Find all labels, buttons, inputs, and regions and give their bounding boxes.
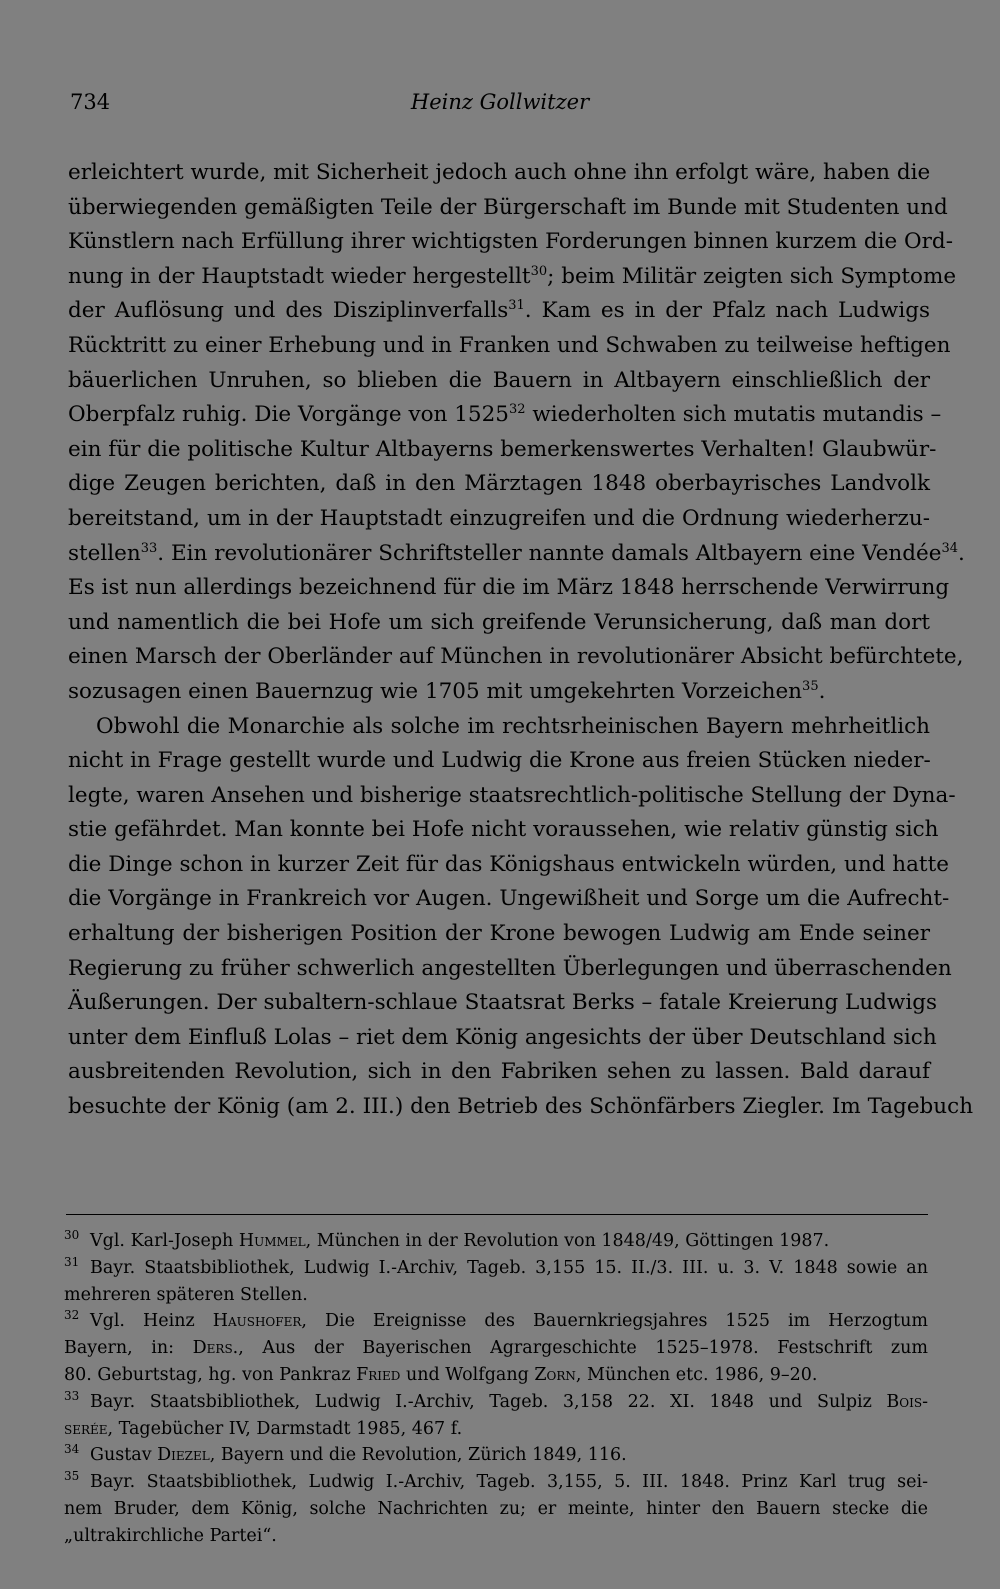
footnote-35: 35 Bayr. Staatsbibliothek, Ludwig I.-Archiv, Tageb. 3,155, 5. III. 1848. Prinz Karl trug sei- nem Bruder, dem König, solche Nachrichten zu; er meinte, hinter den Bauern stecke die „ultrakirchliche Partei“. bbox=[64, 1469, 928, 1546]
text-line: einen Marsch der Oberländer auf München in revolutionärer Absicht befürchtete, bbox=[68, 644, 964, 670]
text-line: und namentlich die bei Hofe um sich greifende Verunsicherung, daß man dort bbox=[68, 609, 930, 635]
text-line: Künstlern nach Erfüllung ihrer wichtigsten Forderungen binnen kurzem die Ord- bbox=[68, 229, 953, 255]
footnote-31: 31 Bayr. Staatsbibliothek, Ludwig I.-Archiv, Tageb. 3,155 15. II./3. III. u. 3. V. 1848 sowie an mehreren späteren Stellen. bbox=[64, 1254, 928, 1305]
text-line: ausbreitenden Revolution, sich in den Fabriken sehen zu lassen. Bald darauf bbox=[68, 1059, 930, 1085]
footnote-ref: 35 bbox=[802, 678, 819, 694]
text-line: unter dem Einfluß Lolas – riet dem König angesichts der über Deutschland sich bbox=[68, 1024, 937, 1050]
footnote-ref: 33 bbox=[140, 540, 158, 556]
text-line: dige Zeugen berichten, daß in den Märztagen 1848 oberbayrisches Landvolk bbox=[68, 471, 930, 497]
text-line: der Auflösung und des Disziplinverfalls$^{31}$. Kam es in der Pfalz nach Ludwigs bbox=[68, 298, 930, 324]
text-line: Regierung zu früher schwerlich angestellten Überlegungen und überraschenden bbox=[68, 955, 952, 981]
text-line: überwiegenden gemäßigten Teile der Bürgerschaft im Bunde mit Studenten und bbox=[68, 194, 948, 220]
text-line: nung in der Hauptstadt wieder hergestellt$^{30}$; beim Militär zeigten sich Symptome bbox=[68, 263, 957, 289]
footnote-30: 30 Vgl. Karl-Joseph Hummel, München in der Revolution von 1848/49, Göttingen 1987. bbox=[64, 1228, 830, 1251]
text-line: bereitstand, um in der Hauptstadt einzugreifen und die Ordnung wiederherzu- bbox=[68, 505, 930, 531]
text-line: erleichtert wurde, mit Sicherheit jedoch auch ohne ihn erfolgt wäre, haben die bbox=[68, 160, 931, 185]
text-line: die Dinge schon in kurzer Zeit für das Königshaus entwickeln würden, und hatte bbox=[68, 851, 949, 877]
main-text bbox=[68, 156, 974, 1125]
text-line: stellen$^{33}$. Ein revolutionärer Schriftsteller nannte damals Altbayern eine Vendée$^{34}$. bbox=[68, 540, 965, 566]
footnotes bbox=[64, 1228, 928, 1550]
running-head: Heinz Gollwitzer bbox=[410, 90, 590, 114]
page-number: 734 bbox=[70, 90, 111, 114]
page-header bbox=[70, 90, 930, 120]
text-line: Äußerungen. Der subaltern-schlaue Staatsrat Berks – fatale Kreierung Ludwigs bbox=[68, 990, 938, 1016]
footnote-32: 32 Vgl. Heinz Haushofer, Die Ereignisse des Bauernkriegsjahres 1525 im Herzogtum Bayern, in: Ders., Aus der Bayerischen Agrargeschichte 1525–1978. Festschrift zum 80. Geburtstag, hg. von Pankraz Fried und Wolfgang Zorn, München etc. 1986, 9–20. bbox=[64, 1308, 929, 1385]
text-line: legte, waren Ansehen und bisherige staatsrechtlich-politische Stellung der Dyna- bbox=[68, 782, 956, 808]
text-line: sozusagen einen Bauernzug wie 1705 mit umgekehrten Vorzeichen$^{35}$. bbox=[68, 678, 826, 704]
footnote-rule bbox=[66, 1214, 928, 1215]
text-line: Obwohl die Monarchie als solche im rechtsrheinischen Bayern mehrheitlich bbox=[96, 713, 930, 739]
footnote-33: 33 Bayr. Staatsbibliothek, Ludwig I.-Archiv, Tageb. 3,158 22. XI. 1848 und Sulpiz Bois- serée, Tagebücher IV, Darmstadt 1985, 467 f. bbox=[64, 1388, 928, 1439]
text-line: ein für die politische Kultur Altbayerns bemerkenswertes Verhalten! Glaubwür- bbox=[68, 436, 937, 462]
text-line: erhaltung der bisherigen Position der Krone bewogen Ludwig am Ende seiner bbox=[68, 921, 930, 947]
text-line: Rücktritt zu einer Erhebung und in Franken und Schwaben zu teilweise heftigen bbox=[68, 332, 951, 358]
footnote-ref: 31 bbox=[508, 298, 525, 314]
text-line: Es ist nun allerdings bezeichnend für die im März 1848 herrschende Verwirrung bbox=[68, 575, 950, 601]
footnote-ref: 32 bbox=[508, 402, 526, 418]
text-line: stie gefährdet. Man konnte bei Hofe nicht voraussehen, wie relativ günstig sich bbox=[68, 817, 939, 843]
text-line: bäuerlichen Unruhen, so blieben die Bauern in Altbayern einschließlich der bbox=[68, 367, 930, 393]
text-line: besuchte der König (am 2. III.) den Betrieb des Schönfärbers Ziegler. Im Tagebuch bbox=[68, 1094, 974, 1120]
footnote-34: 34 Gustav Diezel, Bayern und die Revolution, Zürich 1849, 116. bbox=[64, 1442, 627, 1466]
footnote-ref: 30 bbox=[530, 263, 548, 279]
footnote-ref: 34 bbox=[941, 540, 959, 556]
text-line: Oberpfalz ruhig. Die Vorgänge von 1525$^{32}$ wiederholten sich mutatis mutandis – bbox=[68, 402, 942, 428]
text-line: die Vorgänge in Frankreich vor Augen. Ungewißheit und Sorge um die Aufrecht- bbox=[68, 886, 950, 912]
text-line: nicht in Frage gestellt wurde und Ludwig die Krone aus freien Stücken nieder- bbox=[68, 748, 931, 774]
